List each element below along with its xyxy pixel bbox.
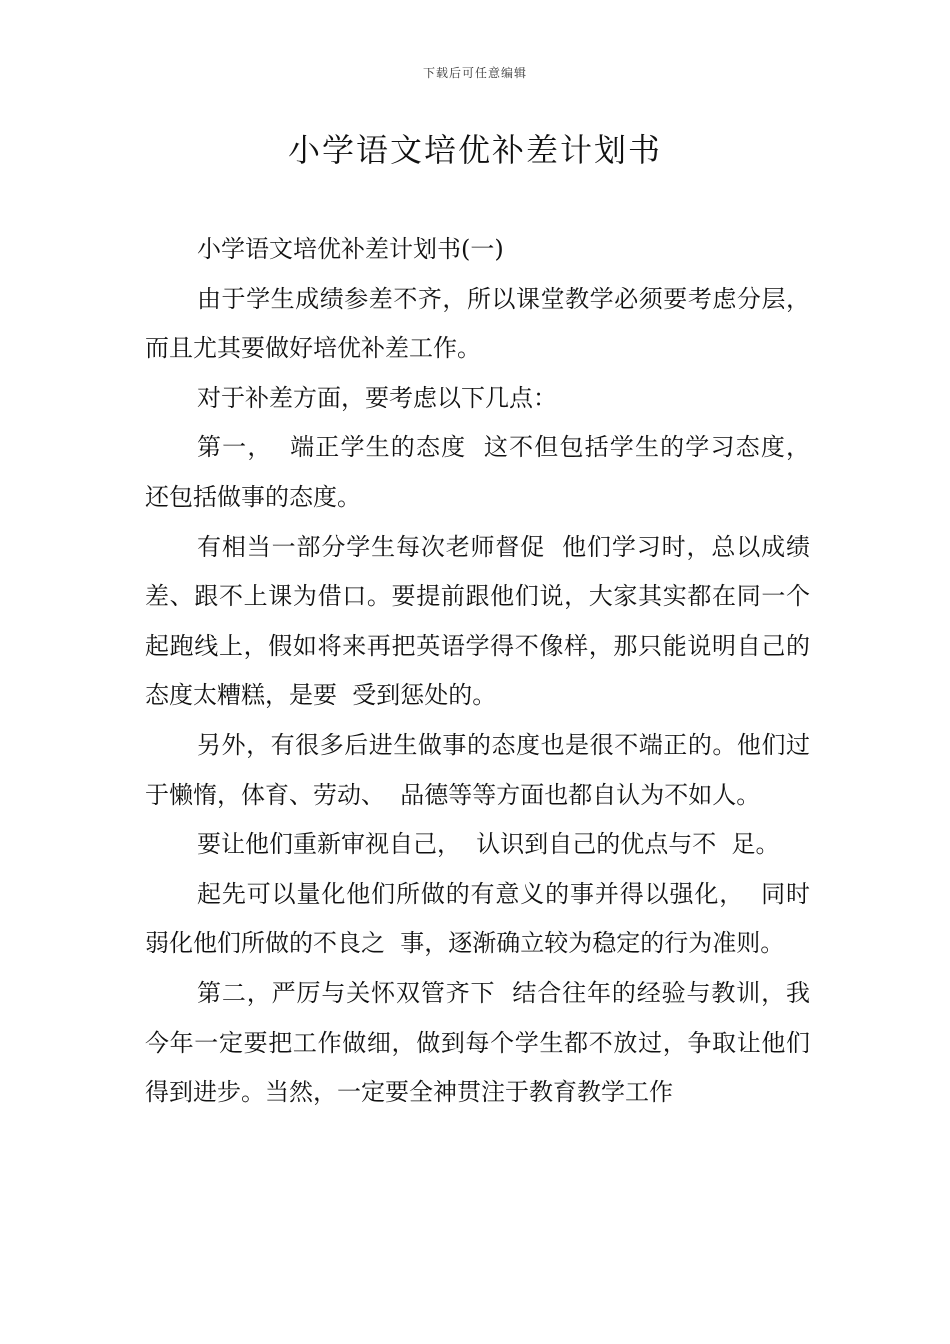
paragraph: 要让他们重新审视自己， 认识到自己的优点与不 足。 — [197, 830, 780, 859]
paragraph: 有相当一部分学生每次老师督促 他们学习时，总以成绩差、跟不上课为借口。要提前跟他们说，大家其实都在同一个起跑线上，假如将来再把英语学得不像样，那只能说明自己的态度太糟糕，是要 受到惩处的。 — [145, 532, 810, 710]
paragraph: 由于学生成绩参差不齐，所以课堂教学必须要考虑分层，而且尤其要做好培优补差工作。 — [145, 284, 810, 363]
paragraph: 第一， 端正学生的态度 这不但包括学生的学习态度， 还包括做事的态度。 — [145, 433, 826, 511]
paragraph: 第二，严厉与关怀双管齐下 结合往年的经验与教训，我今年一定要把工作做细，做到每个学生都不放过，争取让他们得到进步。当然，一定要全神贯注于教育教学工作 — [145, 978, 810, 1107]
paragraph: 对于补差方面，要考虑以下几点： — [197, 383, 557, 412]
document-body — [145, 225, 826, 1118]
paragraph: 小学语文培优补差计划书(一) — [197, 235, 504, 263]
header-note: 下载后可任意编辑 — [422, 66, 527, 80]
paragraph: 另外，有很多后进生做事的态度也是很不端正的。他们过于懒惰，体育、劳动、 品德等等方面也都自认为不如人。 — [145, 730, 810, 809]
paragraph: 起先可以量化他们所做的有意义的事并得以强化， 同时弱化他们所做的不良之 事，逐渐确立较为稳定的行为准则。 — [145, 879, 810, 958]
document-title: 小学语文培优补差计划书 — [287, 131, 662, 169]
